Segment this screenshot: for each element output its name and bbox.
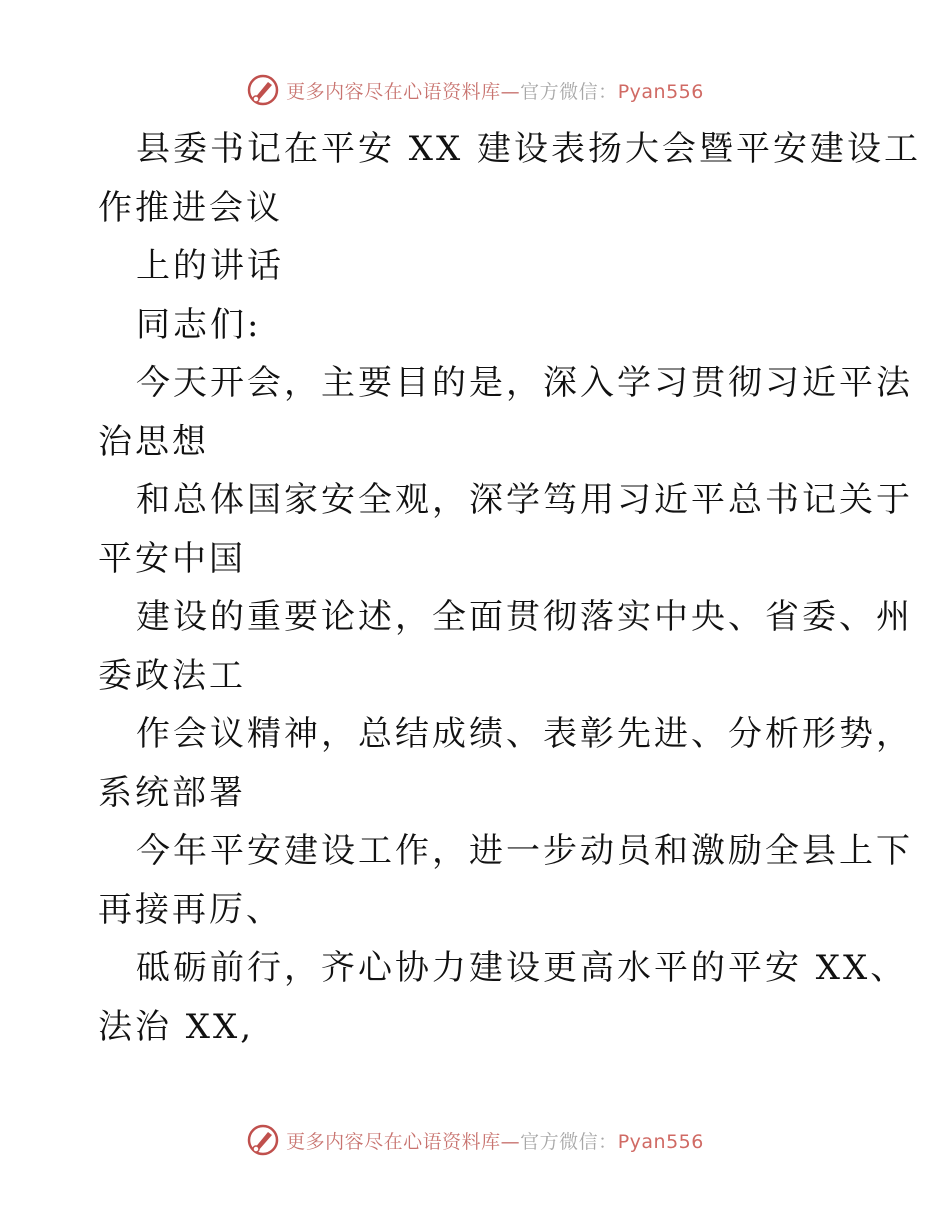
banner-dash: — [500,80,521,103]
title-line-2: 作推进会议 [98,187,283,228]
banner-text [286,77,704,104]
paragraph-line: 再接再厉、 [98,889,283,930]
banner-text [286,1127,704,1154]
pen-logo-icon [246,1123,280,1157]
banner-main-text: 更多内容尽在心语资料库 [286,80,501,103]
title-line-1: 县委书记在平安 XX 建设表扬大会暨平安建设工 [136,129,922,169]
paragraph-line: 今天开会，主要目的是，深入学习贯彻习近平法 [136,363,913,403]
header-banner [0,70,950,110]
title-line-3: 上的讲话 [136,246,284,286]
salutation: 同志们: [136,304,262,345]
banner-dash: — [500,1130,521,1153]
banner-wechat-label: 官方微信： [520,80,618,103]
banner-main-text: 更多内容尽在心语资料库 [286,1130,501,1153]
paragraph-line: 法治 XX, [98,1006,255,1047]
paragraph-line: 和总体国家安全观，深学笃用习近平总书记关于 [136,480,913,520]
pen-logo-icon [246,73,280,107]
paragraph-line: 治思想 [98,421,209,462]
paragraph-line: 作会议精神，总结成绩、表彰先进、分析形势， [136,714,913,754]
paragraph-line: 平安中国 [98,538,246,579]
banner-wechat-id: Pyan556 [617,1130,704,1153]
paragraph-line: 砥砺前行，齐心协力建设更高水平的平安 XX、 [136,948,908,988]
banner-wechat-id: Pyan556 [617,80,704,103]
banner-wechat-label: 官方微信： [520,1130,618,1153]
paragraph-line: 委政法工 [98,655,246,696]
paragraph-line: 系统部署 [98,772,246,813]
footer-banner [0,1120,950,1160]
document-body [98,120,922,1056]
paragraph-line: 今年平安建设工作，进一步动员和激励全县上下 [136,831,913,871]
paragraph-line: 建设的重要论述，全面贯彻落实中央、省委、州 [136,597,913,637]
